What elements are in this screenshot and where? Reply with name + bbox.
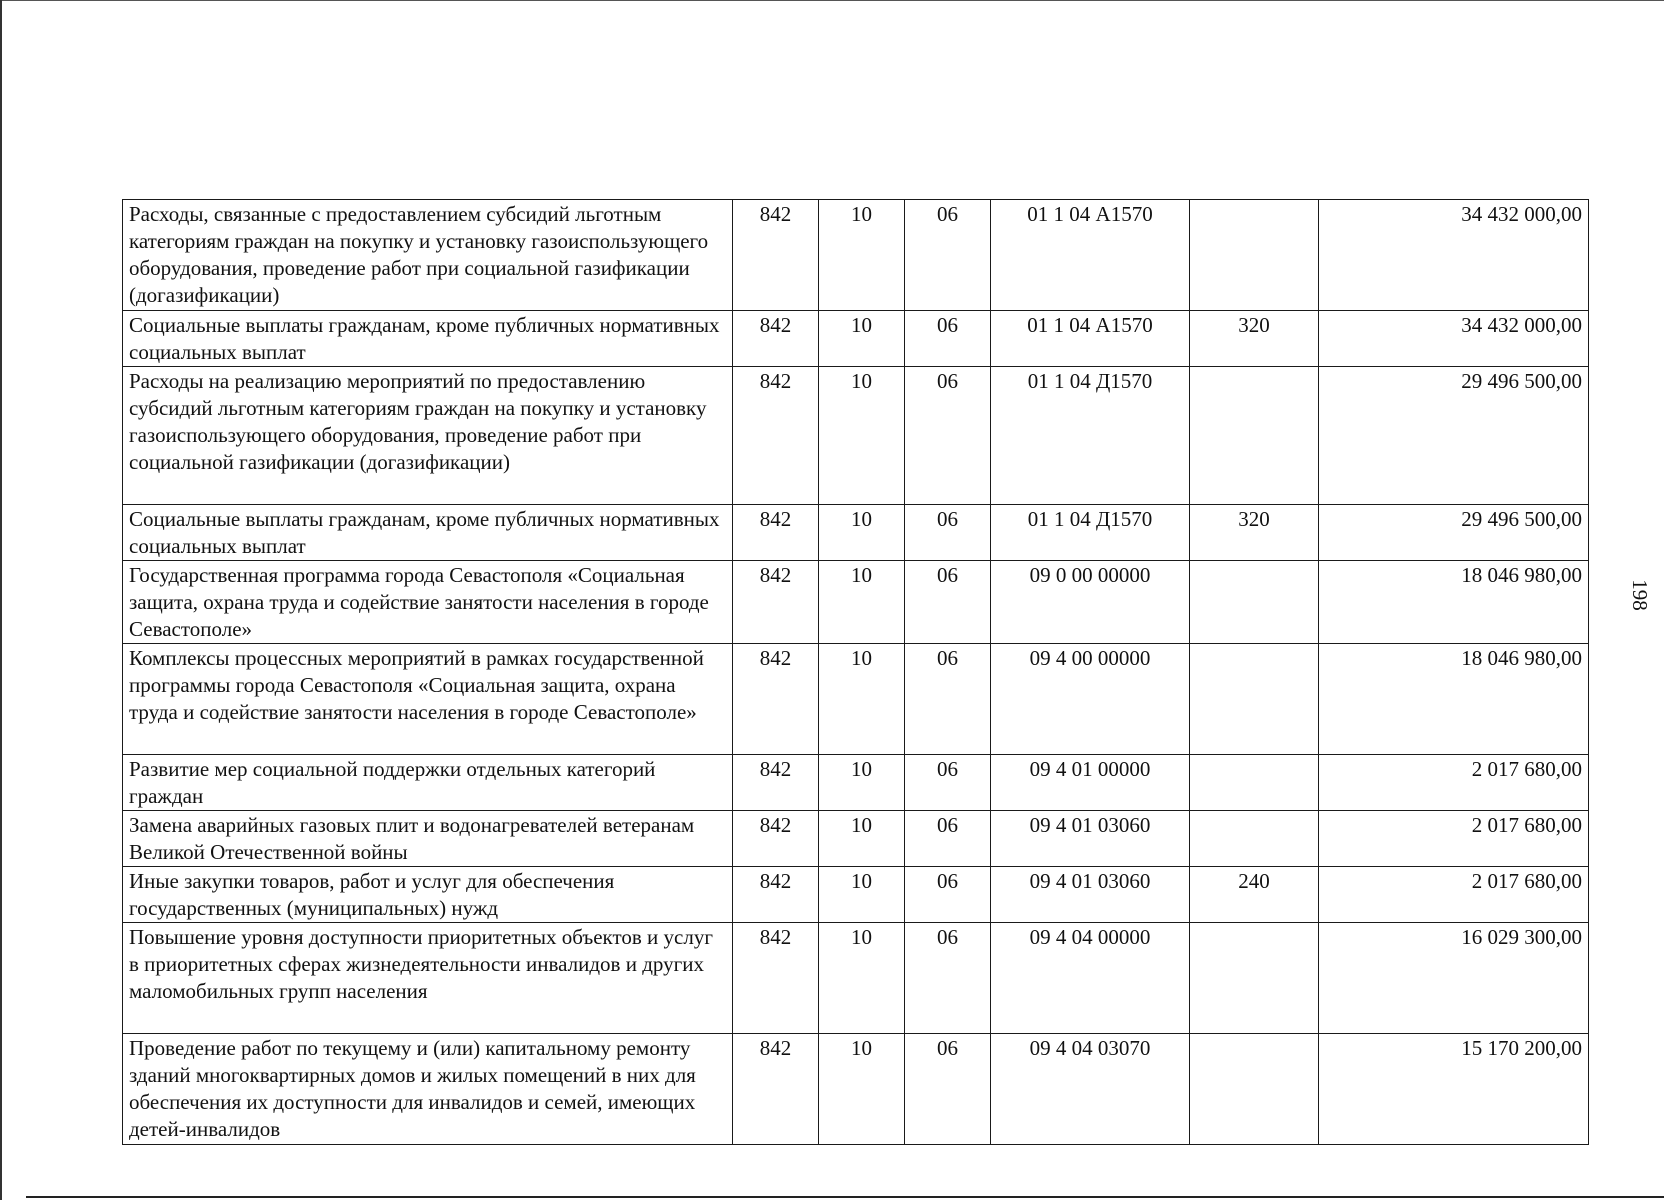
row-rz: 10 bbox=[819, 923, 905, 1034]
row-vr: 240 bbox=[1190, 867, 1319, 923]
row-vr: 320 bbox=[1190, 311, 1319, 367]
row-csr: 09 4 01 00000 bbox=[991, 755, 1190, 811]
row-vr bbox=[1190, 561, 1319, 644]
page-top-border bbox=[0, 0, 1664, 1]
row-vr bbox=[1190, 367, 1319, 505]
row-csr: 09 4 01 03060 bbox=[991, 811, 1190, 867]
row-pr: 06 bbox=[905, 867, 991, 923]
row-amount: 29 496 500,00 bbox=[1319, 367, 1589, 505]
row-pr: 06 bbox=[905, 505, 991, 561]
row-name: Комплексы процессных мероприятий в рамках государственной программы города Севастополя «Социальная защита, охрана труда и содействие занятости населения в городе Севастополе» bbox=[123, 644, 733, 755]
row-vr bbox=[1190, 1034, 1319, 1145]
row-glava: 842 bbox=[733, 644, 819, 755]
row-pr: 06 bbox=[905, 561, 991, 644]
row-rz: 10 bbox=[819, 1034, 905, 1145]
row-csr: 01 1 04 А1570 bbox=[991, 311, 1190, 367]
row-vr bbox=[1190, 644, 1319, 755]
table-row bbox=[123, 200, 1589, 311]
page-number: 198 bbox=[1628, 579, 1652, 611]
row-glava: 842 bbox=[733, 755, 819, 811]
row-name: Расходы на реализацию мероприятий по предоставлению субсидий льготным категориям граждан на покупку и установку газоиспользующего оборудования, проведение работ при социальной газификации (догазификации) bbox=[123, 367, 733, 505]
row-pr: 06 bbox=[905, 755, 991, 811]
table-row bbox=[123, 923, 1589, 1034]
row-glava: 842 bbox=[733, 811, 819, 867]
row-amount: 2 017 680,00 bbox=[1319, 811, 1589, 867]
row-name: Развитие мер социальной поддержки отдельных категорий граждан bbox=[123, 755, 733, 811]
row-pr: 06 bbox=[905, 811, 991, 867]
row-name: Расходы, связанные с предоставлением субсидий льготным категориям граждан на покупку и установку газоиспользующего оборудования, проведение работ при социальной газификации (догазификации) bbox=[123, 200, 733, 311]
row-amount: 2 017 680,00 bbox=[1319, 867, 1589, 923]
table-row bbox=[123, 505, 1589, 561]
row-amount: 34 432 000,00 bbox=[1319, 200, 1589, 311]
row-csr: 09 4 04 00000 bbox=[991, 923, 1190, 1034]
row-amount: 18 046 980,00 bbox=[1319, 561, 1589, 644]
row-rz: 10 bbox=[819, 867, 905, 923]
row-amount: 2 017 680,00 bbox=[1319, 755, 1589, 811]
row-csr: 09 4 04 03070 bbox=[991, 1034, 1190, 1145]
row-csr: 09 0 00 00000 bbox=[991, 561, 1190, 644]
row-csr: 01 1 04 Д1570 bbox=[991, 505, 1190, 561]
row-name: Повышение уровня доступности приоритетных объектов и услуг в приоритетных сферах жизнедеятельности инвалидов и других маломобильных групп населения bbox=[123, 923, 733, 1034]
row-glava: 842 bbox=[733, 505, 819, 561]
row-amount: 29 496 500,00 bbox=[1319, 505, 1589, 561]
row-amount: 34 432 000,00 bbox=[1319, 311, 1589, 367]
table-row bbox=[123, 561, 1589, 644]
table-row bbox=[123, 644, 1589, 755]
table-row bbox=[123, 867, 1589, 923]
page-left-border bbox=[0, 0, 2, 1200]
row-pr: 06 bbox=[905, 311, 991, 367]
row-pr: 06 bbox=[905, 1034, 991, 1145]
row-name: Социальные выплаты гражданам, кроме публичных нормативных социальных выплат bbox=[123, 311, 733, 367]
row-csr: 01 1 04 А1570 bbox=[991, 200, 1190, 311]
row-glava: 842 bbox=[733, 1034, 819, 1145]
budget-table bbox=[122, 199, 1589, 1145]
row-vr bbox=[1190, 811, 1319, 867]
row-vr bbox=[1190, 923, 1319, 1034]
row-pr: 06 bbox=[905, 367, 991, 505]
row-pr: 06 bbox=[905, 644, 991, 755]
row-name: Иные закупки товаров, работ и услуг для обеспечения государственных (муниципальных) нужд bbox=[123, 867, 733, 923]
table-row bbox=[123, 811, 1589, 867]
row-vr bbox=[1190, 755, 1319, 811]
row-rz: 10 bbox=[819, 367, 905, 505]
table-row bbox=[123, 1034, 1589, 1145]
row-glava: 842 bbox=[733, 200, 819, 311]
row-rz: 10 bbox=[819, 311, 905, 367]
row-amount: 16 029 300,00 bbox=[1319, 923, 1589, 1034]
row-name: Замена аварийных газовых плит и водонагревателей ветеранам Великой Отечественной войны bbox=[123, 811, 733, 867]
row-amount: 18 046 980,00 bbox=[1319, 644, 1589, 755]
row-rz: 10 bbox=[819, 755, 905, 811]
row-rz: 10 bbox=[819, 200, 905, 311]
row-name: Проведение работ по текущему и (или) капитальному ремонту зданий многоквартирных домов и жилых помещений в них для обеспечения их доступности для инвалидов и семей, имеющих детей-инвалидов bbox=[123, 1034, 733, 1145]
row-rz: 10 bbox=[819, 505, 905, 561]
table-row bbox=[123, 367, 1589, 505]
row-vr bbox=[1190, 200, 1319, 311]
row-glava: 842 bbox=[733, 367, 819, 505]
row-glava: 842 bbox=[733, 311, 819, 367]
row-rz: 10 bbox=[819, 561, 905, 644]
row-glava: 842 bbox=[733, 923, 819, 1034]
page-bottom-rule bbox=[26, 1196, 1664, 1198]
row-glava: 842 bbox=[733, 561, 819, 644]
row-pr: 06 bbox=[905, 923, 991, 1034]
row-csr: 09 4 00 00000 bbox=[991, 644, 1190, 755]
row-amount: 15 170 200,00 bbox=[1319, 1034, 1589, 1145]
row-glava: 842 bbox=[733, 867, 819, 923]
row-rz: 10 bbox=[819, 644, 905, 755]
row-pr: 06 bbox=[905, 200, 991, 311]
table-row bbox=[123, 311, 1589, 367]
row-name: Социальные выплаты гражданам, кроме публичных нормативных социальных выплат bbox=[123, 505, 733, 561]
row-name: Государственная программа города Севастополя «Социальная защита, охрана труда и содействие занятости населения в городе Севастополе» bbox=[123, 561, 733, 644]
row-csr: 01 1 04 Д1570 bbox=[991, 367, 1190, 505]
row-csr: 09 4 01 03060 bbox=[991, 867, 1190, 923]
row-rz: 10 bbox=[819, 811, 905, 867]
row-vr: 320 bbox=[1190, 505, 1319, 561]
table-row bbox=[123, 755, 1589, 811]
